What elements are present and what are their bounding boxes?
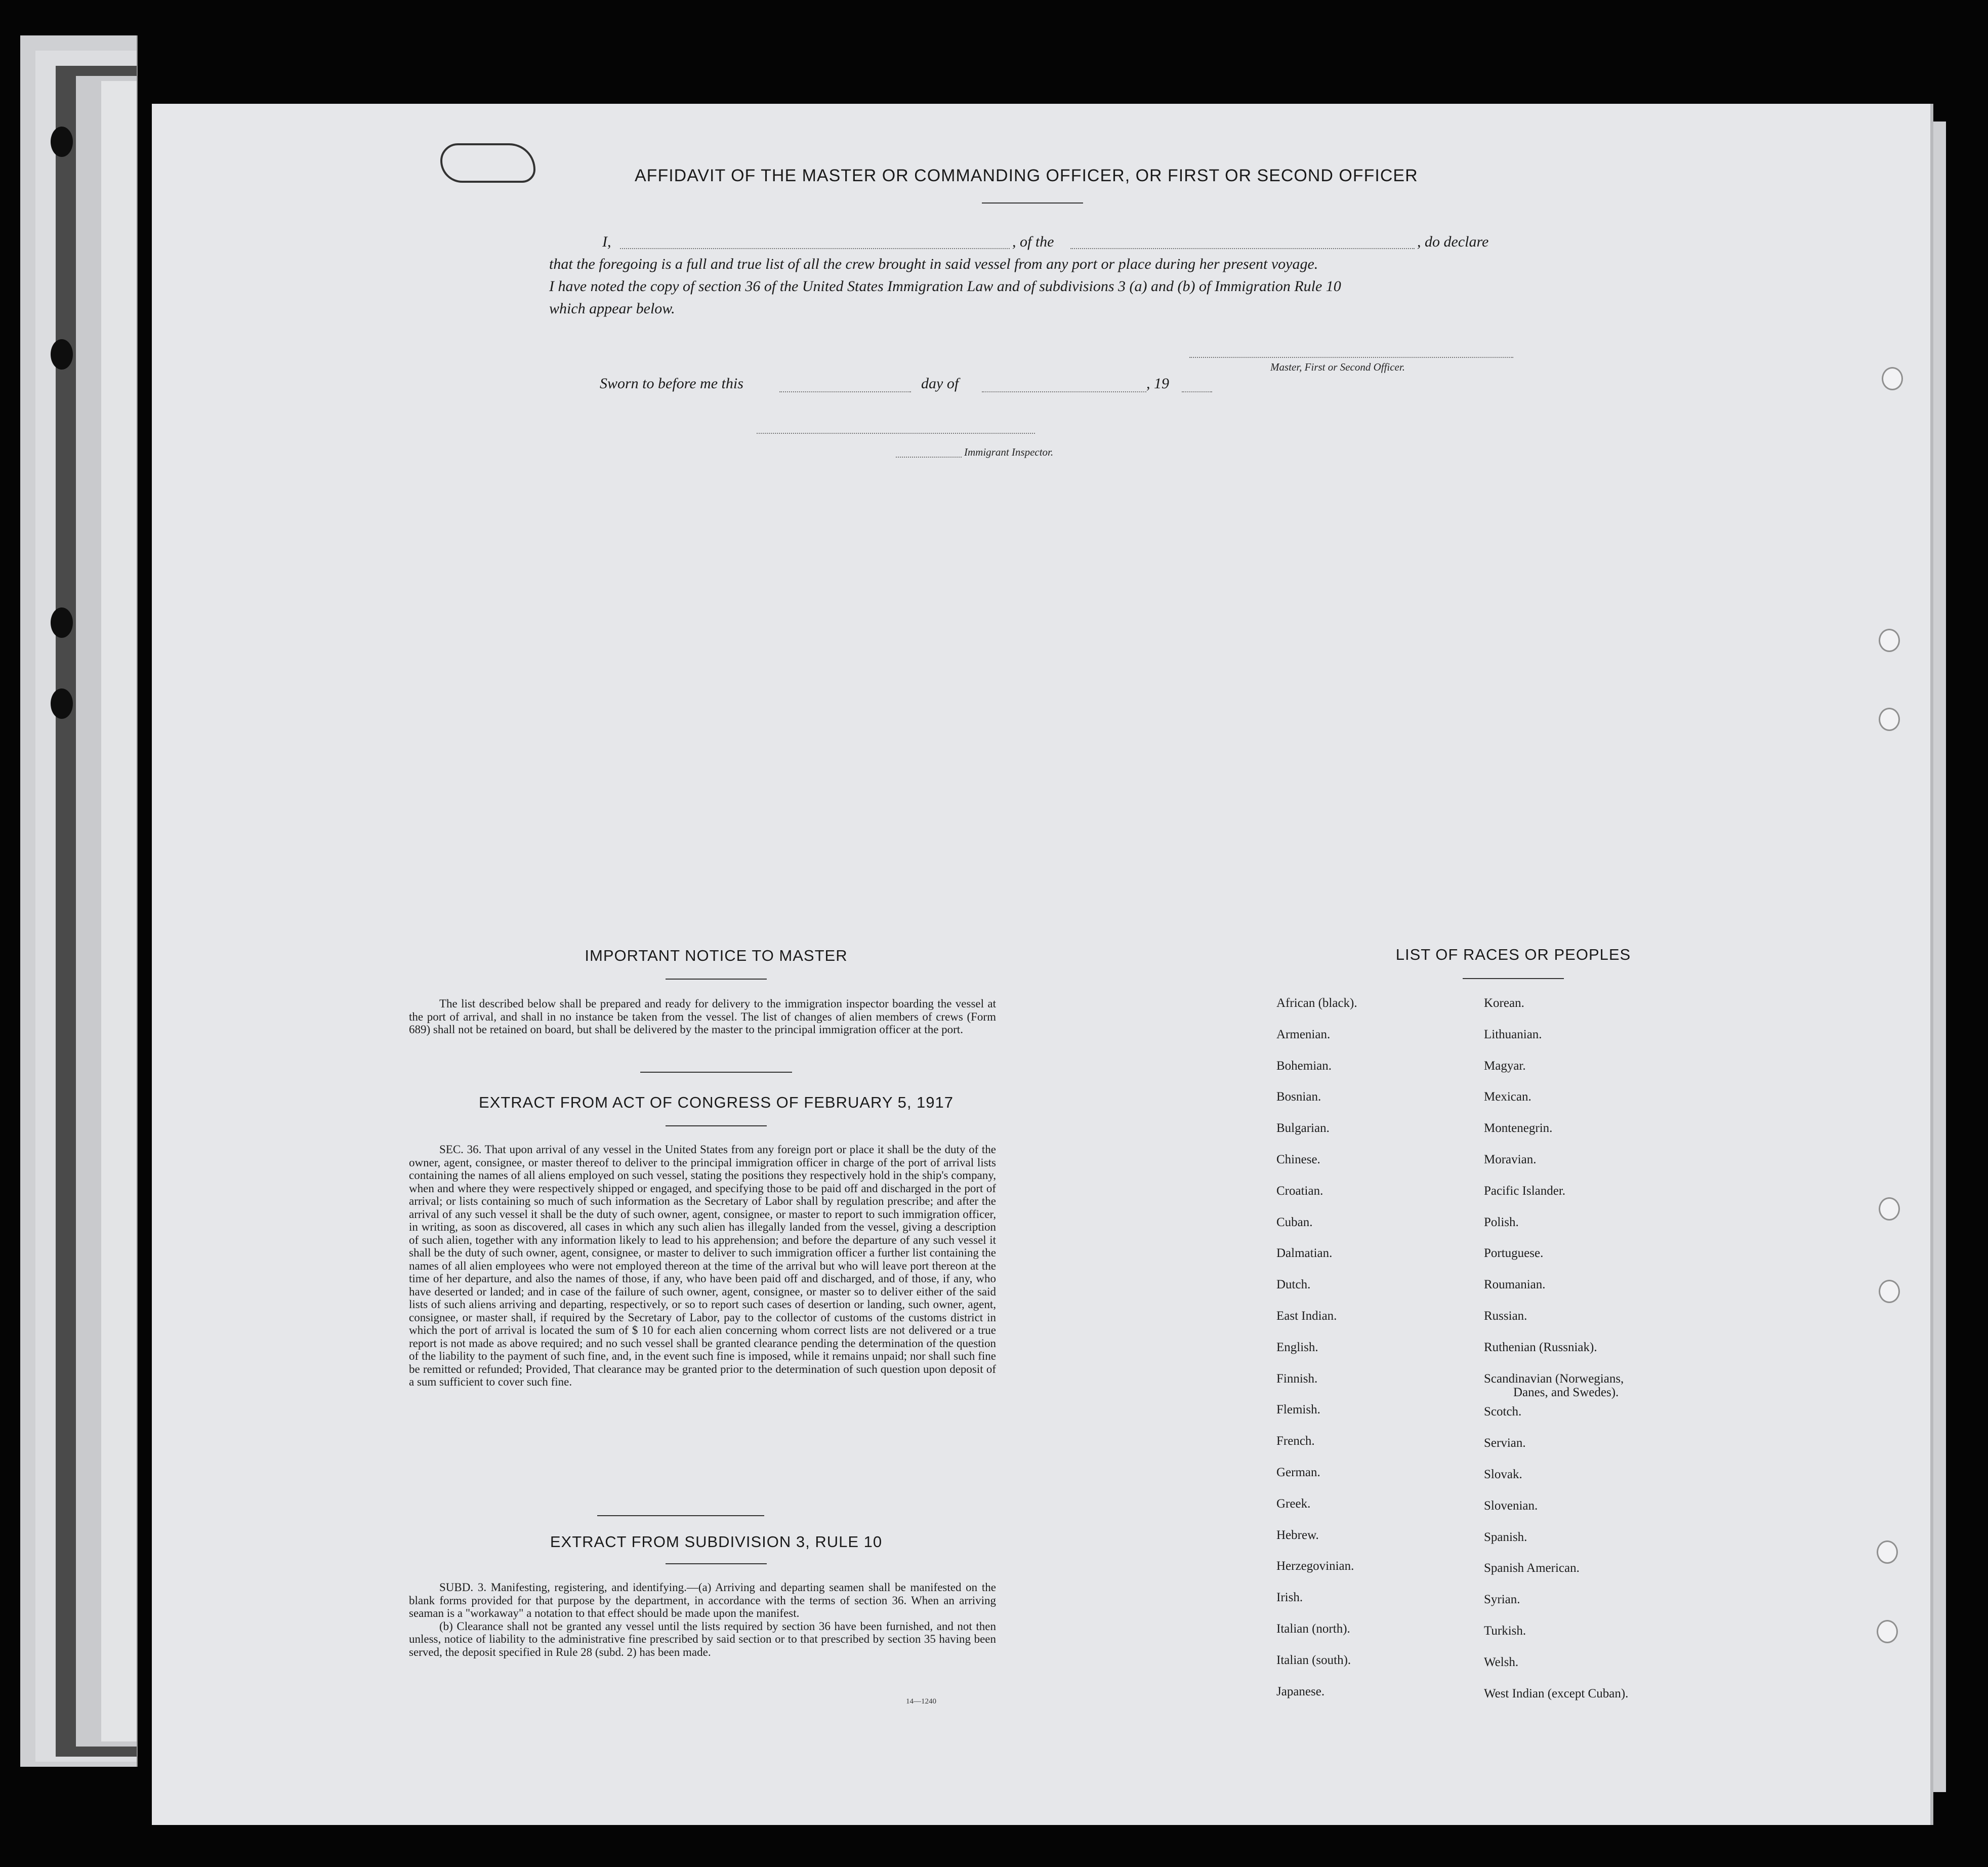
officer-label: Master, First or Second Officer. (1270, 361, 1405, 373)
race-item: Montenegrin. (1484, 1121, 1553, 1135)
race-item: Finnish. (1276, 1371, 1318, 1386)
race-item: Ruthenian (Russniak). (1484, 1340, 1597, 1354)
race-item: Lithuanian. (1484, 1027, 1542, 1041)
document-page (152, 104, 1933, 1825)
race-item: Turkish. (1484, 1624, 1526, 1638)
race-item: Servian. (1484, 1436, 1526, 1450)
race-item: Bohemian. (1276, 1059, 1332, 1073)
binding-stack (0, 0, 152, 1867)
race-item: Roumanian. (1484, 1278, 1546, 1292)
binder-hole (51, 688, 73, 719)
race-item: Scotch. (1484, 1405, 1522, 1419)
race-item: Spanish American. (1484, 1561, 1580, 1575)
race-item: Slovenian. (1484, 1498, 1538, 1513)
divider (666, 979, 767, 980)
binder-hole (51, 127, 73, 157)
race-item: English. (1276, 1340, 1318, 1354)
affidavit-line3: I have noted the copy of section 36 of the United States Immigration Law and of subdivisions 3 (a) and (b) of Immigration Rule 10 (549, 278, 1341, 295)
race-item: Mexican. (1484, 1090, 1531, 1104)
punch-hole (1882, 367, 1903, 390)
race-item: Armenian. (1276, 1027, 1331, 1041)
year-text: , 19 (1146, 375, 1169, 392)
punch-hole (1879, 708, 1900, 731)
year-line (1182, 391, 1212, 392)
binder-hole (51, 339, 73, 370)
punch-hole (1877, 1620, 1898, 1643)
race-item: French. (1276, 1434, 1315, 1448)
vessel-line (1070, 248, 1415, 249)
race-item: Portuguese. (1484, 1246, 1544, 1261)
race-item-continuation: Danes, and Swedes). (1513, 1385, 1619, 1399)
race-item: Italian (north). (1276, 1622, 1350, 1636)
affidavit-line2: that the foregoing is a full and true list of all the crew brought in said vessel from any port or place during her present voyage. (549, 256, 1318, 272)
act-paragraph: SEC. 36. That upon arrival of any vessel in the United States from any foreign port or place it shall be the duty of the owner, agent, consignee, or master thereof to deliver to the principal immigration officer in charge of the port of arrival lists containing the names of all aliens employed on such vessel, stating the positions they respectively hold in the ship's company, when and where they were respectively shipped or engaged, and specifying those to be paid off and discharged in the port of arrival; or lists containing so much of such information as the Secretary of Labor shall by regulation prescribe; and after the arrival of any such vessel it shall be the duty of such owner, agent, consignee, or master to report to such immigration officer, in writing, as soon as discovered, all cases in which any such alien has illegally landed from the vessel, giving a description of such alien, together with any information likely to lead to his apprehension; and before the departure of any such vessel it shall be the duty of such owner, agent, consignee, or master to deliver to such immigration officer a further list containing the names of all alien employees who were not employed thereon at the time of the arrival but who will leave port thereon at the time of her departure, and also the names of those, if any, who have been paid off and discharged, and of those, if any, who have deserted or landed; and in case of the failure of such owner, agent, consignee, or master so to deliver either of the said lists of such aliens arriving and departing, respectively, or so to report such cases of desertion or landing, such owner, agent, consignee, or master shall, if required by the Secretary of Labor, pay to the collector of customs of the customs district in which the port of arrival is located the sum of $ 10 for each alien concerning whom correct lists are not delivered or a true report is not made as above required; and no such vessel shall be granted clearance pending the determination of the question of the liability to the payment of such fine, and, in the event such fine is imposed, while it remains unpaid; nor shall such fine be remitted or refunded; Provided, That clearance may be granted prior to the determination of such question upon deposit of a sum sufficient to cover such fine. (409, 1143, 996, 1388)
race-item: Scandinavian (Norwegians, (1484, 1371, 1624, 1386)
race-item: Bosnian. (1276, 1090, 1321, 1104)
races-title: LIST OF RACES OR PEOPLES (1395, 946, 1631, 963)
race-item: Moravian. (1484, 1153, 1537, 1166)
race-item: Herzegovinian. (1276, 1559, 1354, 1573)
affidavit-of-the: , of the (1012, 233, 1054, 250)
race-item: Pacific Islander. (1484, 1184, 1566, 1198)
day-of-text: day of (921, 375, 959, 392)
rule-extract-title: EXTRACT FROM SUBDIVISION 3, RULE 10 (550, 1533, 883, 1551)
notice-paragraph: The list described below shall be prepared and ready for delivery to the immigration inspector boarding the vessel at the port of arrival, and shall in no instance be taken from the vessel. The list of changes of alien members of crews (Form 689) shall not be retained on board, but shall be delivered by the master to the principal immigration officer at the port. (409, 997, 996, 1036)
rule-paragraph-b: (b) Clearance shall not be granted any vessel until the lists required by section 36 have been furnished, and not then unless, notice of liability to the administrative fine prescribed by said section or to that prescribed by section 35 having been served, the deposit specified in Rule 28 (subd. 2) has been made. (409, 1619, 996, 1658)
race-item: Greek. (1276, 1496, 1311, 1511)
race-item: Flemish. (1276, 1403, 1320, 1417)
affidavit-declare: , do declare (1417, 233, 1489, 250)
notice-title: IMPORTANT NOTICE TO MASTER (585, 947, 848, 964)
divider (982, 202, 1083, 204)
punch-hole (1879, 629, 1900, 652)
race-item: Korean. (1484, 996, 1524, 1010)
day-line (779, 391, 911, 392)
ink-mark (440, 143, 535, 183)
divider (597, 1515, 764, 1516)
race-item: East Indian. (1276, 1309, 1337, 1323)
form-number: 14—1240 (906, 1697, 936, 1706)
race-item: Magyar. (1484, 1059, 1526, 1073)
divider (666, 1563, 767, 1564)
race-item: Slovak. (1484, 1468, 1522, 1481)
stacked-page (101, 81, 138, 1741)
race-item: Dalmatian. (1276, 1246, 1333, 1261)
inspector-signature-line (757, 433, 1035, 434)
race-item: Polish. (1484, 1215, 1519, 1229)
race-item: German. (1276, 1466, 1320, 1479)
race-item: Chinese. (1276, 1153, 1320, 1166)
race-item: Irish. (1276, 1591, 1303, 1605)
race-item: Dutch. (1276, 1278, 1311, 1292)
race-item: West Indian (except Cuban). (1484, 1686, 1629, 1700)
race-item: African (black). (1276, 996, 1357, 1010)
act-extract-text (409, 1143, 996, 1389)
race-item: Syrian. (1484, 1593, 1520, 1607)
race-item: Bulgarian. (1276, 1121, 1330, 1135)
sworn-text: Sworn to before me this (600, 375, 743, 392)
race-item: Cuban. (1276, 1215, 1313, 1229)
divider (1463, 978, 1564, 979)
race-item: Italian (south). (1276, 1653, 1351, 1667)
punch-hole (1879, 1280, 1900, 1303)
race-item: Croatian. (1276, 1184, 1323, 1198)
binder-hole (51, 607, 73, 638)
affidavit-line4: which appear below. (549, 300, 675, 317)
punch-hole (1877, 1540, 1898, 1564)
inspector-dot-lead (896, 457, 962, 458)
inspector-label: Immigrant Inspector. (964, 446, 1054, 458)
punch-hole (1879, 1197, 1900, 1221)
act-extract-title: EXTRACT FROM ACT OF CONGRESS OF FEBRUARY 5, 1917 (478, 1093, 954, 1111)
race-item: Hebrew. (1276, 1528, 1319, 1542)
race-item: Spanish. (1484, 1530, 1527, 1544)
rule-extract-text (409, 1581, 996, 1658)
race-item: Russian. (1484, 1309, 1527, 1323)
rule-paragraph-a: SUBD. 3. Manifesting, registering, and identifying.—(a) Arriving and departing seamen shall be manifested on the blank forms provided for that purpose by the department, in accordance with the terms of section 36. When an arriving seaman is a "workaway" a notation to that effect should be made upon the manifest. (409, 1581, 996, 1619)
name-line (620, 248, 1010, 249)
officer-signature-line (1189, 357, 1513, 358)
divider (640, 1072, 792, 1073)
race-item: Japanese. (1276, 1684, 1325, 1698)
affidavit-title: AFFIDAVIT OF THE MASTER OR COMMANDING OFFICER, OR FIRST OR SECOND OFFICER (635, 166, 1418, 185)
divider (666, 1125, 767, 1126)
race-item: Welsh. (1484, 1655, 1519, 1669)
notice-text (409, 997, 996, 1036)
affidavit-i: I, (602, 233, 611, 250)
month-line (982, 391, 1146, 392)
